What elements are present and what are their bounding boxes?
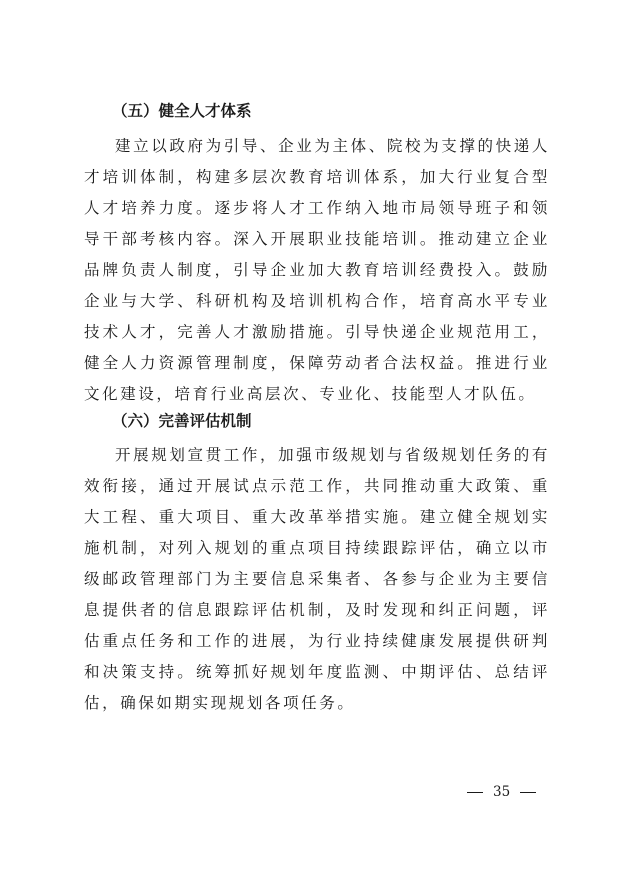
section-paragraph-talent-system: 建立以政府为引导、企业为主体、院校为支撑的快递人才培训体制，构建多层次教育培训体系，加大行业复合型人才培养力度。逐步将人才工作纳入地市局领导班子和领导干部考核内容。深入开展职业技能培训。推动建立企业品牌负责人制度，引导企业加大教育培训经费投入。鼓励企业与大学、科研机构及培训机构合作，培育高水平专业技术人才，完善人才激励措施。引导快递企业规范用工，健全人力资源管理制度，保障劳动者合法权益。推进行业文化建设，培育行业高层次、专业化、技能型人才队伍。 — [84, 137, 550, 403]
section-heading-talent-system: （五）健全人才体系 — [112, 101, 252, 120]
page-number-dash-right — [520, 792, 536, 793]
section-paragraph-evaluation-mechanism: 开展规划宣贯工作，加强市级规划与省级规划任务的有效衔接，通过开展试点示范工作，共同推动重大政策、重大工程、重大项目、重大改革举措实施。建立健全规划实施机制，对列入规划的重点项目持续跟踪评估，确立以市级邮政管理部门为主要信息采集者、各参与企业为主要信息提供者的信息跟踪评估机制，及时发现和纠正问题，评估重点任务和工作的进展，为行业持续健康发展提供研判和决策支持。统筹抓好规划年度监测、中期评估、总结评估，确保如期实现规划各项任务。 — [84, 446, 550, 712]
page-footer — [467, 783, 536, 801]
page-number: 35 — [493, 784, 511, 800]
section-heading-evaluation-mechanism: （六）完善评估机制 — [112, 411, 252, 430]
page-number-dash-left — [467, 792, 483, 793]
